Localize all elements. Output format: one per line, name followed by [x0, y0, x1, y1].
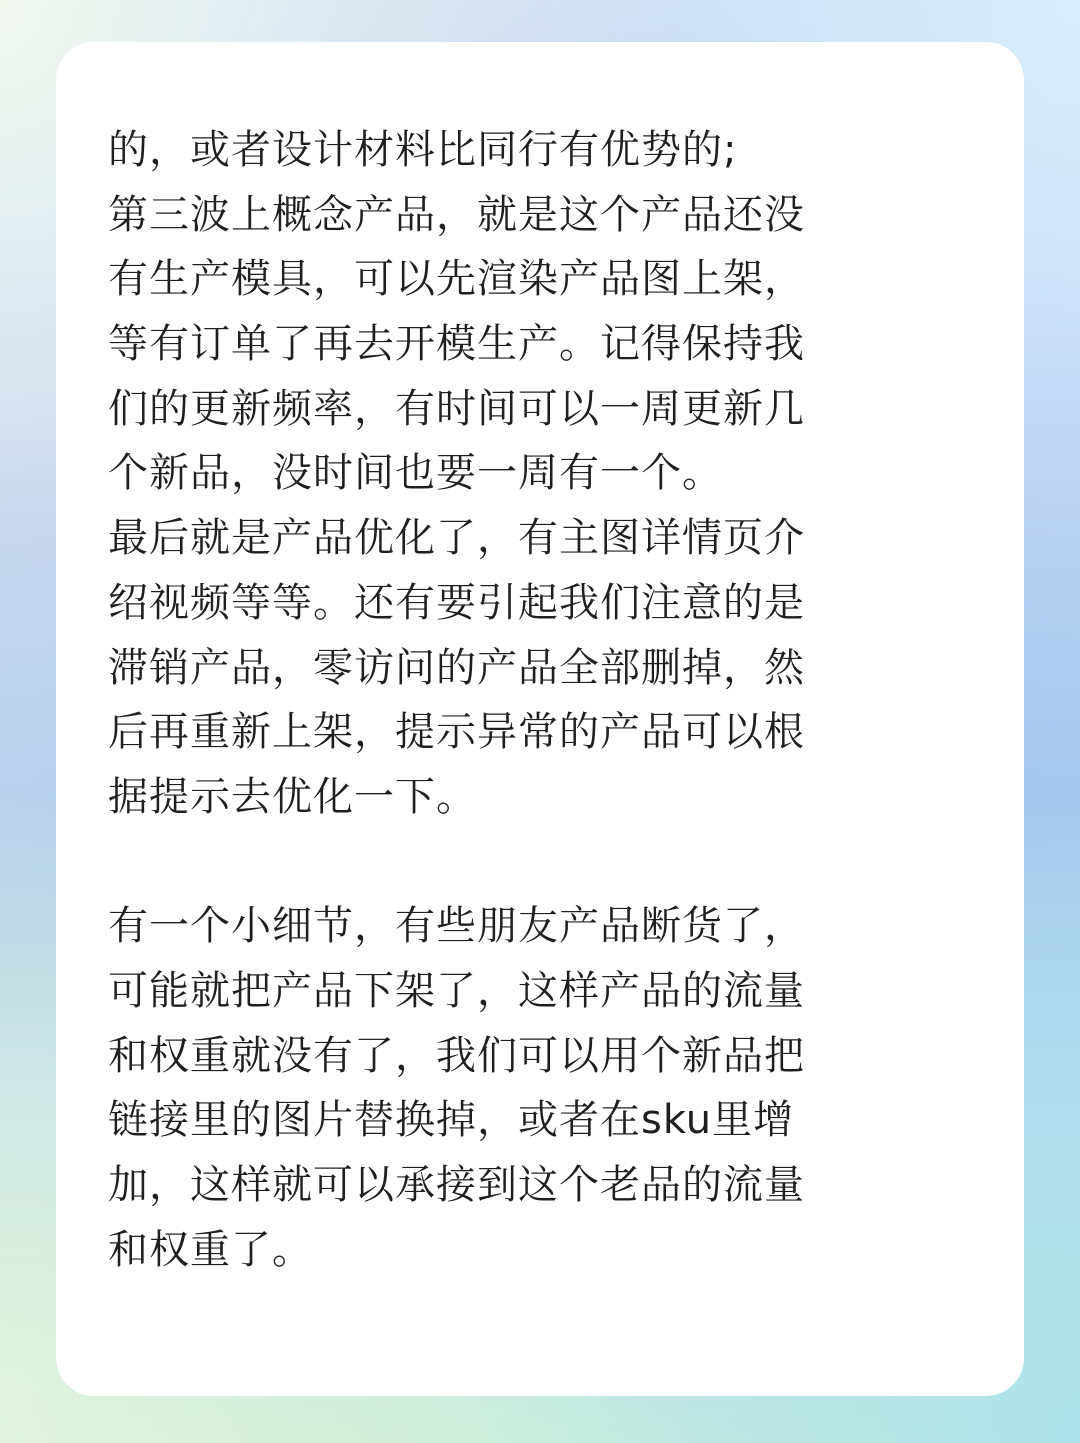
text-line: 的，或者设计材料比同行有优势的;: [108, 127, 738, 173]
text-line: 绍视频等等。还有要引起我们注意的是: [108, 579, 805, 626]
text-line: 们的更新频率，有时间可以一周更新几: [108, 385, 805, 432]
text-line: 和权重就没有了，我们可以用个新品把: [108, 1032, 805, 1079]
text-line: 链接里的图片替换掉，或者在sku里增: [108, 1097, 795, 1144]
text-line: 据提示去优化一下。: [108, 773, 477, 820]
text-line: 有一个小细节，有些朋友产品断货了，: [108, 903, 805, 950]
text-line: 等有订单了再去开模生产。记得保持我: [108, 321, 805, 368]
text-line: 可能就把产品下架了，这样产品的流量: [108, 967, 805, 1014]
text-line: 后再重新上架，提示异常的产品可以根: [108, 709, 805, 756]
article-body: [108, 118, 988, 1282]
text-line: 滞销产品，零访问的产品全部删掉，然: [108, 644, 805, 691]
text-line: 第三波上概念产品，就是这个产品还没: [108, 191, 805, 238]
paragraph-gap: [108, 830, 988, 895]
text-line: 加，这样就可以承接到这个老品的流量: [108, 1162, 805, 1208]
text-line: 最后就是产品优化了，有主图详情页介: [108, 515, 805, 562]
text-line: 有生产模具，可以先渲染产品图上架，: [108, 256, 805, 303]
text-line: 和权重了。: [108, 1226, 313, 1273]
text-line: 个新品，没时间也要一周有一个。: [108, 450, 723, 497]
